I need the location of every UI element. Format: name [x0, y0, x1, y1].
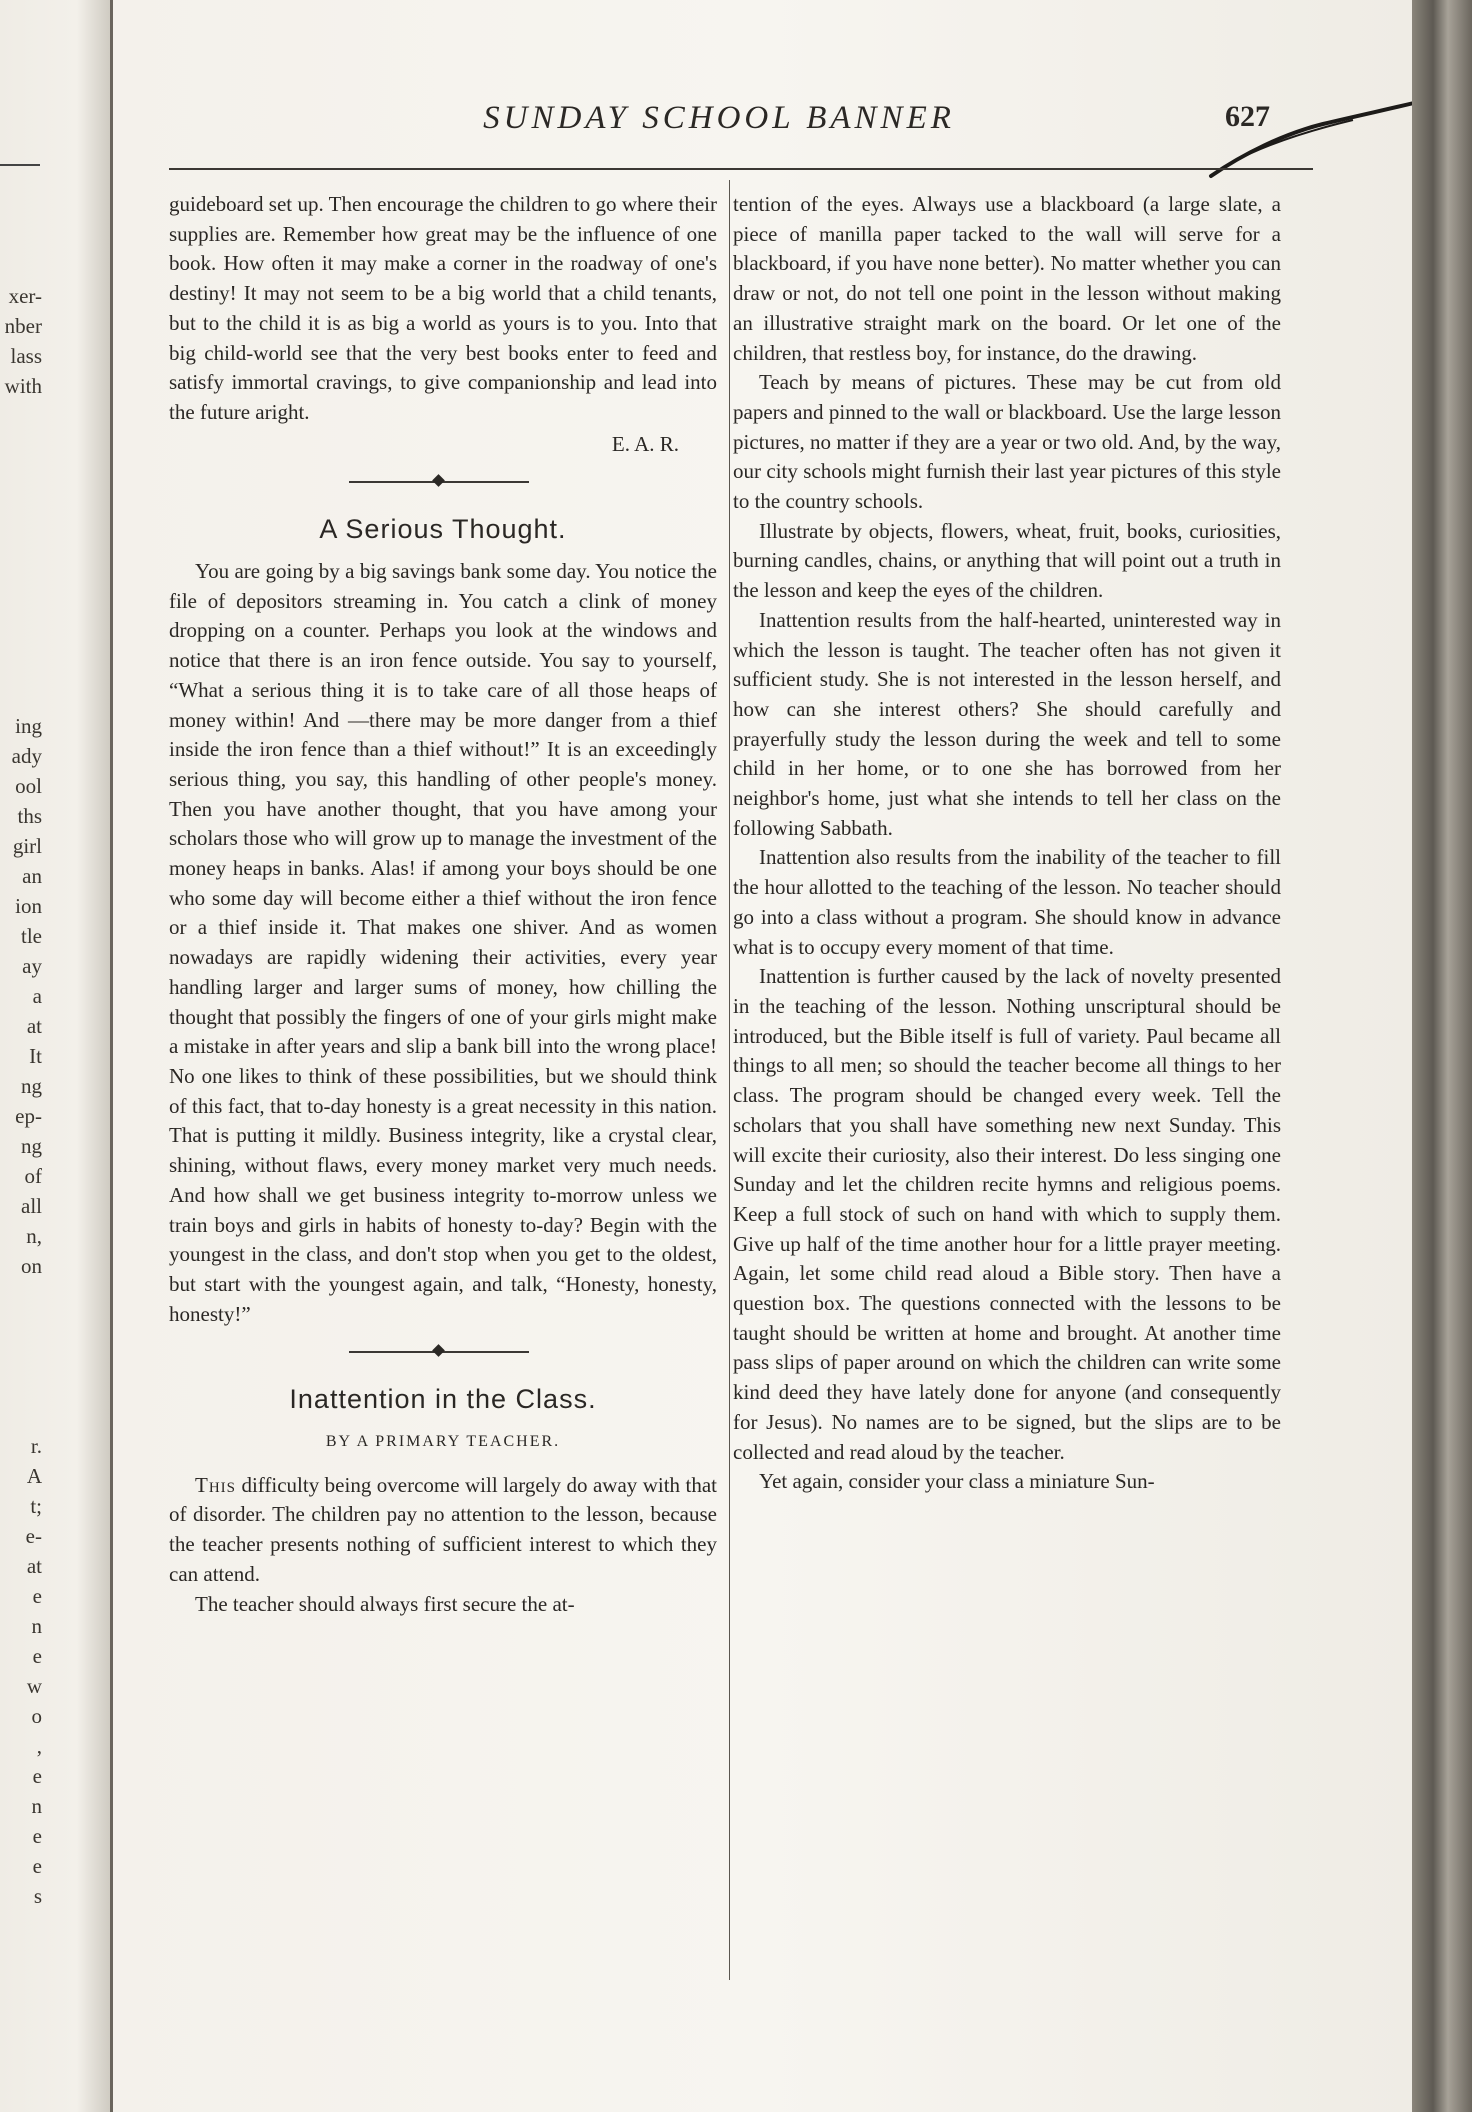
book-spine-edge	[1412, 0, 1472, 2112]
inattention-paragraph-1	[169, 1471, 717, 1590]
facing-page-fragment: ay	[22, 954, 42, 978]
intro-paragraph: guideboard set up. Then encourage the children to go where their supplies are. Remember how great may be the influence of one book. How often it may make a corner in the roadway of one's destiny! It may not seem to be a big world that a child tenants, but to the child it is as big a world as yours is to you. Into that big child-world see that the very best books enter to feed and satisfy immortal cravings, to give companionship and lead into the future aright.	[169, 192, 717, 424]
right-column	[733, 190, 1281, 1497]
facing-page-fragment: A	[26, 1464, 42, 1488]
facing-page-fragment: all	[21, 1194, 42, 1218]
inattention-paragraph-1-text: difficulty being overcome will largely do away with that of disorder. The children pay no attention to the lesson, because the teacher presents nothing of sufficient interest to which they can attend.	[169, 1472, 717, 1586]
right-paragraph-5: Inattention also results from the inability of the teacher to fill the hour allotted to the teaching of the lesson. No teacher should go into a class without a program. She should know in advance what is to occupy every moment of that time.	[733, 845, 1281, 959]
facing-page-fragment: girl	[12, 834, 42, 858]
header-rule	[169, 168, 1313, 170]
facing-page-fragment: n,	[26, 1224, 42, 1248]
right-paragraph-7: Yet again, consider your class a miniature Sun-	[759, 1469, 1155, 1494]
facing-page-fragment: at	[26, 1554, 42, 1578]
facing-page-fragment: n	[31, 1794, 42, 1818]
facing-page-fragment: o	[31, 1704, 42, 1728]
facing-page-fragment: ng	[21, 1134, 42, 1158]
facing-page-fragment: ng	[21, 1074, 42, 1098]
drop-word: This	[195, 1472, 236, 1497]
facing-page-fragment: e	[32, 1584, 42, 1608]
byline: BY A PRIMARY TEACHER.	[325, 1433, 561, 1451]
facing-page-fragment: ,	[36, 1734, 42, 1758]
column-divider	[729, 180, 730, 1980]
page-number: 627	[1225, 100, 1270, 133]
facing-page-rule	[0, 164, 40, 166]
facing-page-fragment: s	[33, 1884, 42, 1908]
facing-page-fragment: tle	[21, 924, 42, 948]
facing-page-fragment: xer-	[8, 284, 42, 308]
facing-page-fragment: t;	[30, 1494, 42, 1518]
facing-page-fragment: ing	[15, 714, 42, 738]
facing-page-fragment: an	[22, 864, 42, 888]
facing-page-fragment: r.	[30, 1434, 42, 1458]
running-head: SUNDAY SCHOOL BANNER	[483, 100, 955, 136]
facing-page-fragment: e	[32, 1824, 42, 1848]
inattention-paragraph-2: The teacher should always first secure the at-	[195, 1591, 575, 1616]
right-paragraph-1: tention of the eyes. Always use a blackboard (a large slate, a piece of manilla paper tacked to the wall will serve for a blackboard, if you have none better). No matter whether you can draw or not, do not tell one point in the lesson without making an illustrative straight mark on the board. Or let one of the children, that restless boy, for instance, do the drawing.	[733, 192, 1281, 365]
facing-page-fragment: e	[32, 1764, 42, 1788]
facing-page-fragment: at	[26, 1014, 42, 1038]
facing-page-fragment: ths	[17, 804, 42, 828]
facing-page-fragment: ion	[15, 894, 42, 918]
section-title-inattention: Inattention in the Class.	[289, 1384, 597, 1415]
facing-page-fragment: with	[4, 374, 42, 398]
facing-page-edge	[0, 0, 113, 2112]
book-page	[113, 0, 1412, 2112]
right-paragraph-3: Illustrate by objects, flowers, wheat, fruit, books, curiosities, burning candles, chains, or anything that will point out a truth in the lesson and keep the eyes of the children.	[733, 518, 1281, 603]
right-paragraph-6: Inattention is further caused by the lack of novelty presented in the teaching of the lesson. Nothing unscriptural should be introduced, but the Bible itself is full of variety. Paul became all things to all men; so should the teacher become all things to her class. The program should be changed every week. Tell the scholars that you shall have something new next Sunday. This will excite their curiosity, also their interest. Do less singing one Sunday and let the children recite hymns and religious poems. Keep a full stock of such on hand with which to supply them. Give up half of the time another hour for a little prayer meeting. Again, let some child read aloud a Bible story. Then have a question box. The questions connected with the lessons to be taught should be written at home and brought. At another time pass slips of paper around on which the children can write some kind deed they have lately done for anyone (and consequently for Jesus). No names are to be signed, but the slips are to be collected and read aloud by the teacher.	[733, 964, 1281, 1464]
facing-page-fragment: ady	[11, 744, 42, 768]
facing-page-fragment: of	[24, 1164, 42, 1188]
facing-page-fragment: nber	[4, 314, 42, 338]
serious-thought-paragraph: You are going by a big savings bank some day. You notice the file of depositors streaming in. You catch a clink of money dropping on a counter. Perhaps you look at the windows and notice that there is an iron fence outside. You say to yourself, “What a serious thing it is to take care of all those heaps of money within! And —there may be more danger from a thief inside the iron fence than a thief without!” It is an exceedingly serious thing, you say, this handling of other people's money. Then you have another thought, that you have among your scholars those who will grow up to manage the investment of the money heaps in banks. Alas! if among your boys should be one who some day will become either a thief without the iron fence or a thief inside it. That makes one shiver. And as women nowadays are rapidly widening their activities, every year handling larger and larger sums of money, how chilling the thought that possibly the fingers of one of your girls might make a mistake in after years and slip a bank bill into the wrong place! No one likes to think of these possibilities, but we should think of this fact, that to-day honesty is a great necessity in this nation. That is putting it mildly. Business integrity, like a crystal clear, shining, without flaws, every money market very much needs. And how shall we get business integrity to-morrow unless we train boys and girls in habits of honesty to-day? Begin with the youngest in the class, and don't stop when you get to the oldest, but start with the youngest again, and talk, “Honesty, honesty, honesty!”	[169, 559, 717, 1326]
section-title-serious-thought: A Serious Thought.	[319, 514, 567, 545]
facing-page-fragment: e	[32, 1644, 42, 1668]
facing-page-fragment: It	[29, 1044, 42, 1068]
right-paragraph-2: Teach by means of pictures. These may be cut from old papers and pinned to the wall or blackboard. Use the large lesson pictures, no matter if they are a year or two old. And, by the way, our city schools might furnish their last year pictures of this style to the country schools.	[733, 370, 1281, 514]
facing-page-fragment: a	[32, 984, 42, 1008]
signature: E. A. R.	[611, 431, 679, 456]
facing-page-fragment: n	[31, 1614, 42, 1638]
facing-page-fragment: ool	[15, 774, 42, 798]
right-paragraph-4: Inattention results from the half-hearted, uninterested way in which the lesson is taught. The teacher often has not given it sufficient study. She is not interested in the lesson herself, and how can she interest others? She should carefully and prayerfully study the lesson during the week and tell to some child in her home, or to one she has borrowed from her neighbor's home, just what she intends to tell her class on the following Sabbath.	[733, 607, 1281, 840]
facing-page-fragment: on	[21, 1254, 42, 1278]
facing-page-fragment: e-	[25, 1524, 42, 1548]
left-column	[169, 190, 717, 1619]
facing-page-fragment: w	[26, 1674, 42, 1698]
facing-page-fragment: e	[32, 1854, 42, 1878]
facing-page-fragment: ep-	[15, 1104, 42, 1128]
section-ornament	[169, 1329, 717, 1377]
facing-page-fragment: lass	[10, 344, 42, 368]
section-ornament	[169, 459, 717, 507]
